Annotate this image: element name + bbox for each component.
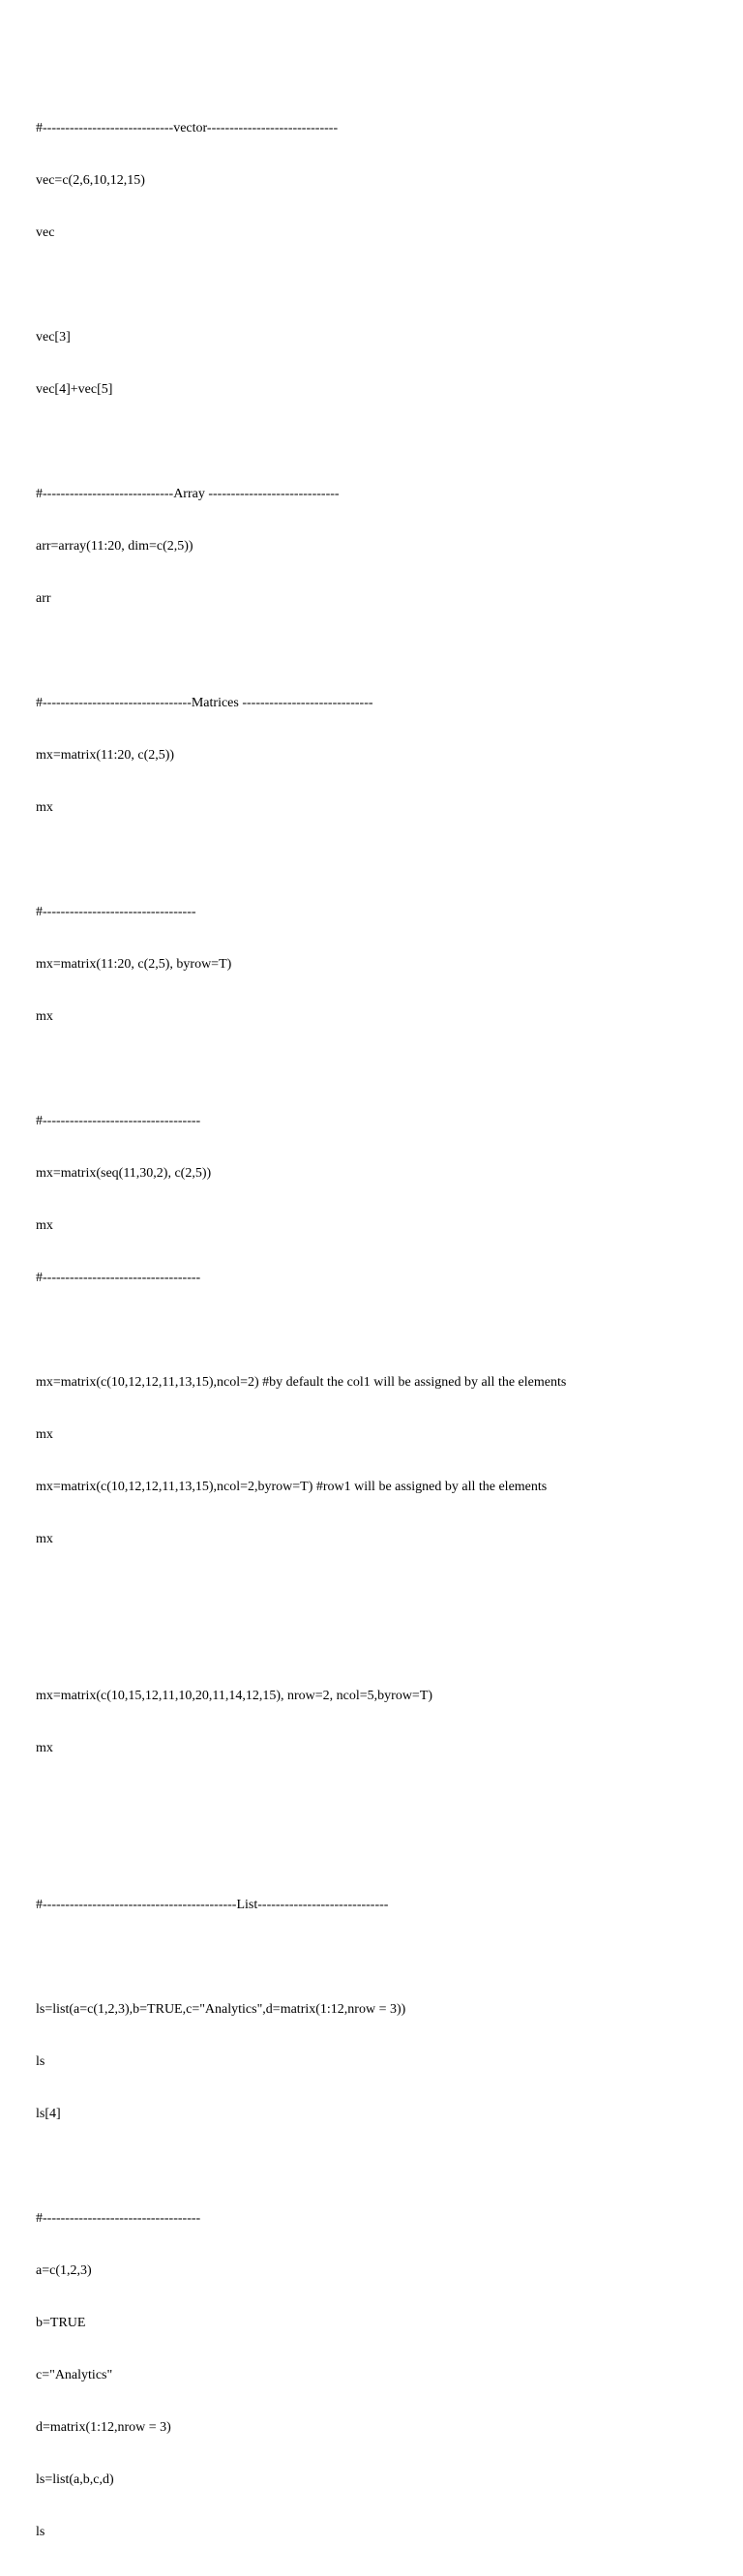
section-comment-array: #-----------------------------Array ----------------------------- — [36, 487, 340, 501]
code-line: ls — [36, 2525, 45, 2539]
code-line: vec[4]+vec[5] — [36, 382, 113, 397]
separator-comment: #----------------------------------- — [36, 2211, 201, 2226]
blank-line — [36, 852, 728, 869]
code-line: mx=matrix(c(10,15,12,11,10,20,11,14,12,15), nrow=2, ncol=5,byrow=T) — [36, 1689, 433, 1703]
separator-comment: #----------------------------------- — [36, 1271, 201, 1285]
code-line: mx=matrix(11:20, c(2,5), byrow=T) — [36, 957, 232, 972]
code-line: mx=matrix(c(10,12,12,11,13,15),ncol=2,byrow=T) #row1 will be assigned by all the elements — [36, 1480, 548, 1494]
code-line: arr=array(11:20, dim=c(2,5)) — [36, 539, 193, 554]
code-line: mx — [36, 1009, 53, 1024]
section-comment-list: #-------------------------------------------List----------------------------- — [36, 1898, 389, 1912]
code-line: ls=list(a,b,c,d) — [36, 2472, 114, 2487]
code-line: mx=matrix(seq(11,30,2), c(2,5)) — [36, 1166, 212, 1181]
code-line: mx — [36, 1532, 53, 1546]
section-comment-vector: #-----------------------------vector----------------------------- — [36, 121, 339, 135]
r-code-listing — [36, 85, 728, 2576]
code-line: mx — [36, 800, 53, 815]
code-line: ls=list(a=c(1,2,3),b=TRUE,c="Analytics",d=matrix(1:12,nrow = 3)) — [36, 2002, 406, 2017]
blank-line — [36, 1792, 728, 1810]
blank-line — [36, 1635, 728, 1653]
blank-line — [36, 1583, 728, 1601]
code-line: vec=c(2,6,10,12,15) — [36, 173, 145, 188]
code-line: arr — [36, 591, 51, 606]
code-line: mx — [36, 1741, 53, 1755]
section-comment-matrices: #---------------------------------Matrices ----------------------------- — [36, 696, 373, 710]
blank-line — [36, 277, 728, 294]
code-line: vec[3] — [36, 330, 71, 344]
code-line: vec — [36, 225, 55, 240]
code-line: mx=matrix(11:20, c(2,5)) — [36, 748, 175, 763]
code-line: mx — [36, 1427, 53, 1442]
blank-line — [36, 434, 728, 451]
code-line: b=TRUE — [36, 2316, 86, 2330]
blank-line — [36, 1322, 728, 1339]
code-line: ls[4] — [36, 2107, 61, 2121]
separator-comment: #----------------------------------- — [36, 1114, 201, 1128]
code-line: d=matrix(1:12,nrow = 3) — [36, 2420, 171, 2435]
separator-comment: #---------------------------------- — [36, 905, 196, 919]
code-line: a=c(1,2,3) — [36, 2263, 92, 2278]
blank-line — [36, 2158, 728, 2175]
code-line: mx=matrix(c(10,12,12,11,13,15),ncol=2) #by default the col1 will be assigned by all the elements — [36, 1375, 567, 1390]
code-line: c="Analytics" — [36, 2368, 113, 2382]
blank-line — [36, 1844, 728, 1862]
blank-line — [36, 1949, 728, 1966]
blank-line — [36, 1061, 728, 1078]
code-line: ls — [36, 2054, 45, 2069]
code-line: mx — [36, 1218, 53, 1233]
blank-line — [36, 643, 728, 660]
